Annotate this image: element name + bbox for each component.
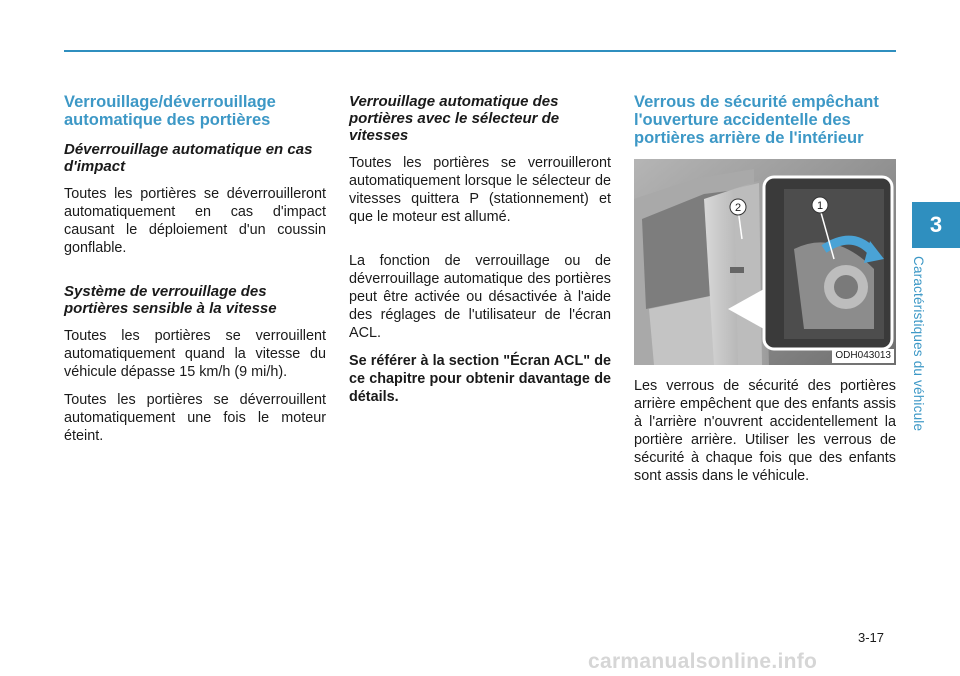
subheading-shift-lock: Verrouillage automatique des portières avec le sélecteur de vitesses	[349, 93, 560, 144]
paragraph-shift-lock: Toutes les portières se verrouilleront automatiquement lorsque le sélecteur de vitesses quittera P (stationnement) et que le moteur est allumé.	[349, 155, 611, 225]
car-door-illustration	[634, 159, 896, 365]
paragraph-speed-lock: Toutes les portières se verrouillent automatiquement quand la vitesse du véhicule dépasse 15 km/h (9 mi/h).	[64, 328, 326, 380]
child-lock-figure	[634, 159, 896, 365]
subheading-impact-unlock: Déverrouillage automatique en cas d'impact	[64, 141, 313, 175]
callout-1: 1	[816, 200, 824, 212]
column-3	[634, 93, 896, 495]
watermark: carmanualsonline.info	[588, 650, 818, 673]
subheading-speed-lock: Système de verrouillage des portières sensible à la vitesse	[64, 283, 277, 317]
paragraph-reference: Se référer à la section "Écran ACL" de ce chapitre pour obtenir davantage de détails.	[349, 353, 611, 405]
chapter-tab: 3	[912, 202, 960, 248]
page-number: 3-17	[858, 630, 885, 645]
column-1	[64, 93, 326, 455]
chapter-title: Caractéristiques du véhicule	[911, 256, 926, 432]
figure-code: ODH043013	[832, 349, 894, 363]
paragraph-impact-unlock: Toutes les portières se déverrouilleront automatiquement en cas d'impact causant le déploiement d'un coussin gonflable.	[64, 186, 326, 256]
paragraph-child-locks: Les verrous de sécurité des portières arrière empêchent que des enfants assis à l'arrière n'ouvrent accidentellement la portière arrière. Utiliser les verrous de sécurité à chaque fois que des enfants sont assis dans le véhicule.	[634, 378, 896, 484]
top-rule	[64, 50, 896, 52]
callout-2: 2	[734, 202, 742, 214]
section-heading-auto-lock: Verrouillage/déverrouillage automatique des portières	[64, 93, 276, 129]
paragraph-lcd-settings: La fonction de verrouillage ou de déverrouillage automatique des portières peut être activée ou désactivée à l'aide des réglages de l'utilisateur de l'écran ACL.	[349, 253, 611, 341]
paragraph-engine-off-unlock: Toutes les portières se déverrouillent automatiquement une fois le moteur éteint.	[64, 392, 326, 444]
section-heading-child-locks: Verrous de sécurité empêchant l'ouverture accidentelle des portières arrière de l'intérieur	[634, 93, 879, 147]
column-2	[349, 93, 611, 416]
